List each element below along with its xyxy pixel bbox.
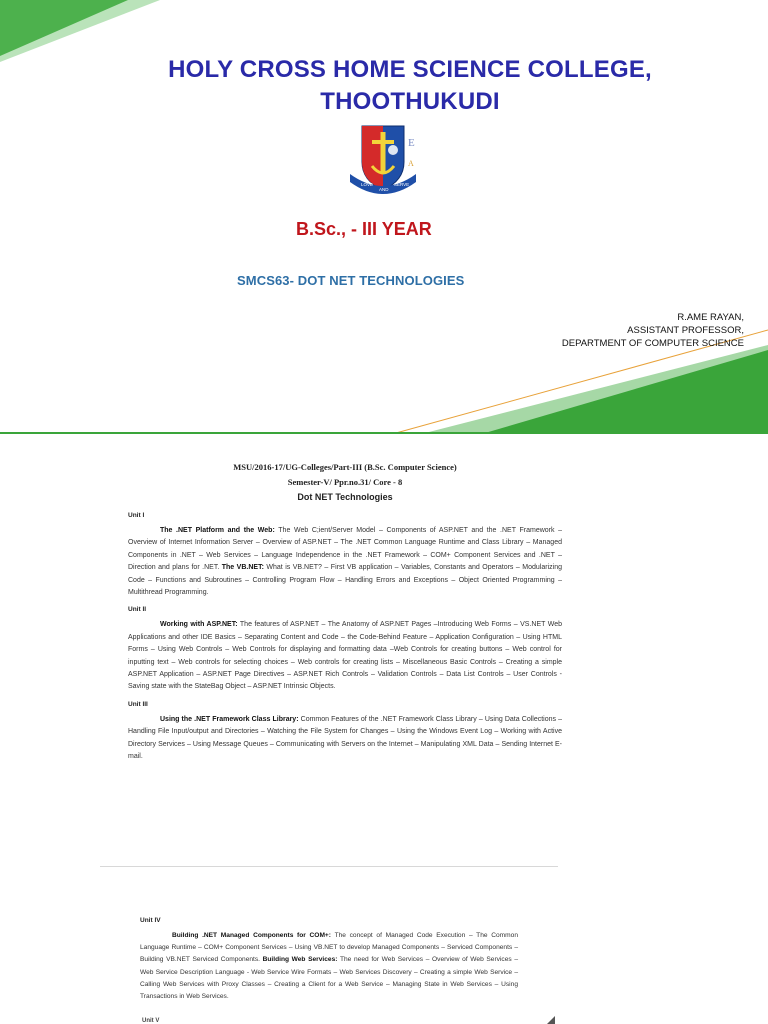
college-city: THOOTHUKUDI [320, 88, 500, 115]
unit-1-heading-b: The VB.NET: [221, 564, 264, 572]
author-role: ASSISTANT PROFESSOR, [627, 325, 744, 336]
unit-5-title: Unit V [142, 1018, 160, 1024]
class-year: B.Sc., - III YEAR [296, 219, 432, 239]
unit-2-text [128, 619, 562, 693]
author-name: R.AME RAYAN, [677, 312, 744, 323]
unit-4-title: Unit IV [140, 917, 161, 924]
unit-2-title: Unit II [128, 606, 147, 614]
page-corner-icon [545, 1016, 555, 1024]
unit-3-title: Unit III [128, 700, 148, 708]
motto-and: AND [379, 187, 389, 192]
motto-serve: SERVE [394, 182, 410, 187]
unit-4-body-b: The need for Web Services – Overview of Web Services – Web Service Description Language - Web Service Wire Formats – Web Services Discovery – Creating a simple Web Service – Calling Web Services with Proxy Classes – Creating a Client for a Web Service – Managing State in Web Services – Using Transactions in Web Services. [140, 956, 518, 1001]
logo-side-letter-e: E [408, 137, 415, 149]
green-corner-top-light [0, 0, 160, 62]
unit-2-body: The features of ASP.NET – The Anatomy of ASP.NET Pages –Introducing Web Forms – VS.NET Web Applications and other IDE Basics – Separating Content and Code – the Code-Behind Feature – Application Configuration – Using HTML Forms – Using Web Controls – Web Controls for displaying and formatting data –Web Controls for creating buttons – Web control for inputting text – Web controls for selecting choices – Web controls for creating lists – Miscellaneous Basic Controls – Creating a simple ASP.NET Application – ASP.NET Page Directives – ASP.NET Rich Controls – Validation Controls – Data List Controls – User Controls - Saving state with the StateBag Object – ASP.NET Intrinsic Objects. [128, 621, 562, 691]
unit-1-body-b: What is VB.NET? – First VB application – Variables, Constants and Operators – Modularizing Code – Functions and Subroutines – Controlling Program Flow – Handling Errors and Exceptions – Object Oriented Programming – Multithread Programming. [128, 564, 562, 597]
unit-4-body-a: The concept of Managed Code Execution – The Common Language Runtime – COM+ Component Services – Using VB.NET to develop Managed Components – Serviced Components – Building VB.NET Serviced Components. [140, 932, 518, 964]
unit-3-heading: Using the .NET Framework Class Library: [160, 715, 299, 723]
unit-4-heading-a: Building .NET Managed Components for COM+: [172, 932, 331, 939]
syllabus-page [0, 436, 768, 1024]
syllabus-header-1: MSU/2016-17/UG-Colleges/Part-III (B.Sc. Computer Science) [233, 462, 457, 472]
unit-1-heading-a: The .NET Platform and the Web: [160, 527, 275, 534]
unit-2-heading: Working with ASP.NET: [160, 621, 238, 629]
author-department: DEPARTMENT OF COMPUTER SCIENCE [561, 338, 744, 349]
page-divider [100, 866, 558, 867]
syllabus-body-continued [140, 910, 518, 1003]
unit-3-body: Common Features of the .NET Framework Class Library – Using Data Collections – Handling File Input/output and Directories – Watching the File System for Changes – Using the Windows Event Log – Working with Active Directory Services – Using Message Queues – Communicating with Servers on the Internet – Manipulating XML Data – Sending Internet E-mail. [128, 715, 563, 761]
unit-1-text [128, 525, 562, 599]
unit-4-heading-b: Building Web Services: [262, 956, 338, 964]
course-title: SMCS63- DOT NET TECHNOLOGIES [237, 273, 465, 288]
logo-side-letter-a: A [408, 159, 414, 168]
unit-4-text [140, 930, 518, 1003]
title-slide [0, 0, 768, 436]
author-block [562, 311, 744, 350]
college-name: HOLY CROSS HOME SCIENCE COLLEGE, [168, 56, 652, 83]
college-crest-logo [346, 124, 442, 196]
syllabus-header-3: Dot NET Technologies [297, 492, 393, 502]
syllabus-body [128, 460, 562, 764]
unit-1-body-a: The Web C;ient/Server Model – Components of ASP.NET and the .NET Framework – Overview of Internet Information Server – Overview of ASP.NET – The .NET Common Language Runtime and Class Library – Managed Components in .NET – Web Services – Language Independence in the .NET Framework – COM+ Component Services and .NET – Direction and plans for .NET. [128, 527, 563, 572]
unit-1-title: Unit I [128, 512, 145, 519]
syllabus-header-2: Semester-V/ Ppr.no.31/ Core - 8 [287, 477, 403, 487]
unit-3-text [128, 714, 562, 764]
motto-love: LOVE [361, 182, 374, 187]
